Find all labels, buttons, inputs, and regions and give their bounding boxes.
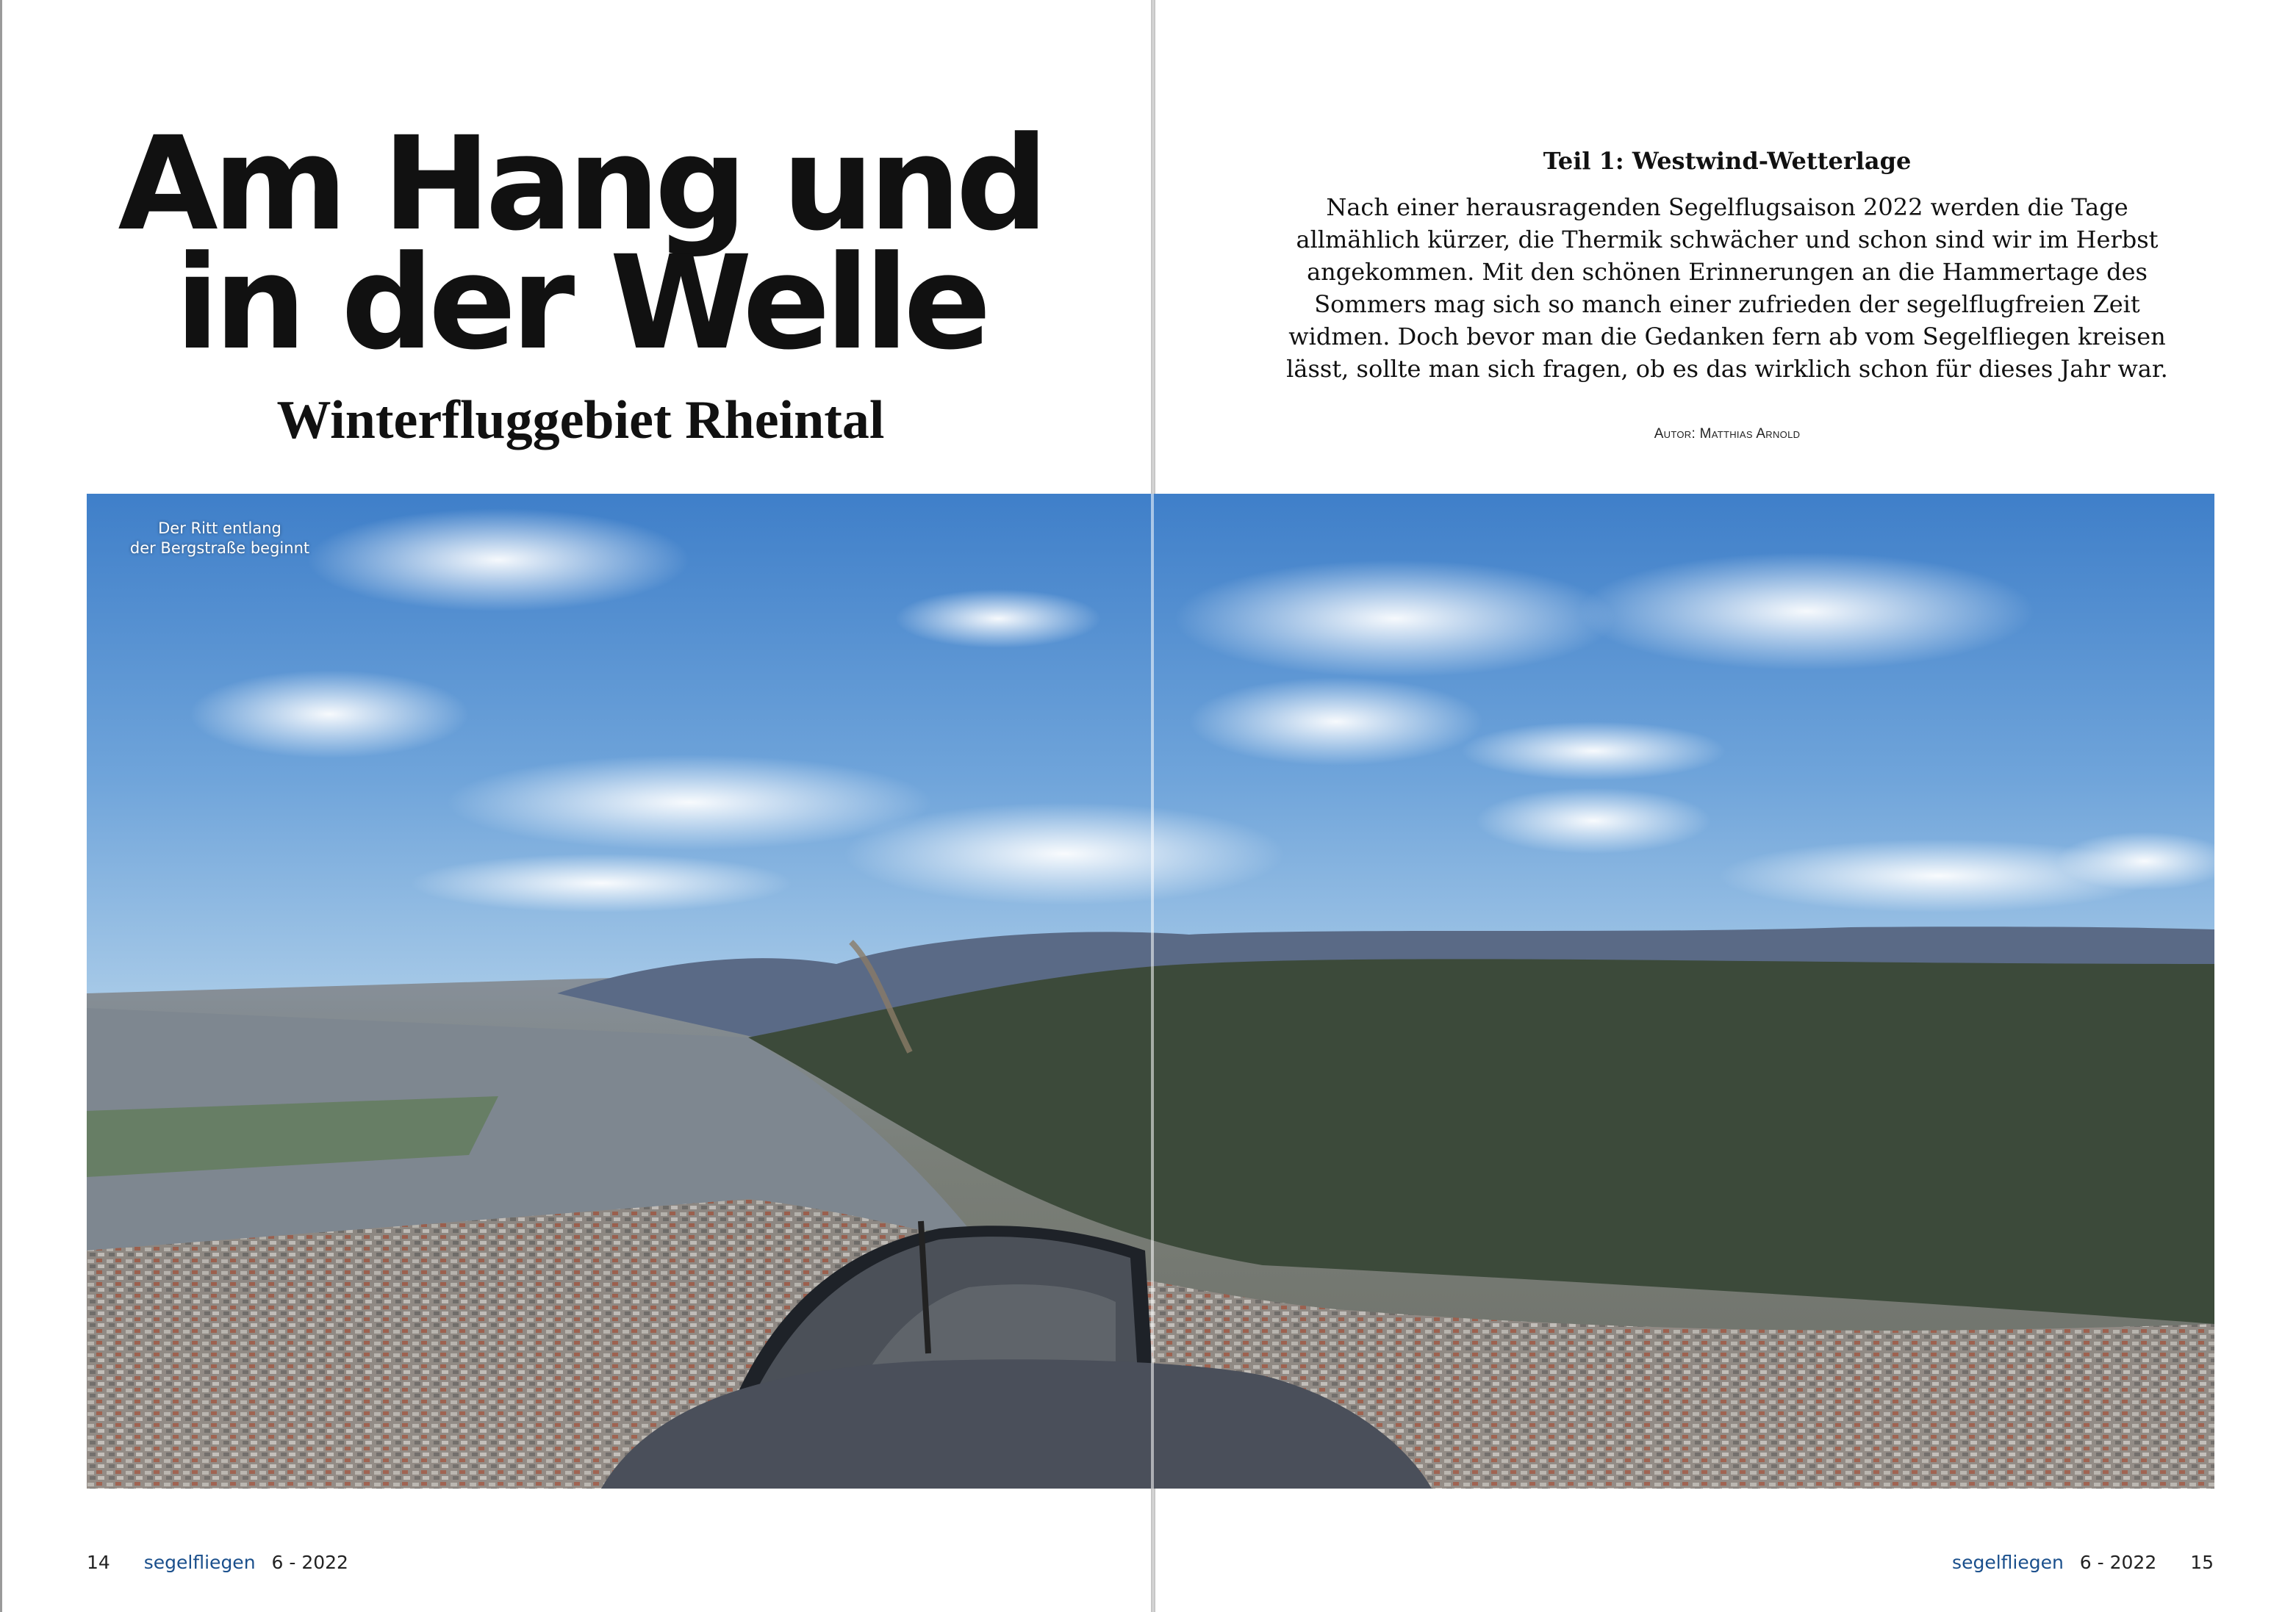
- magazine-name-right: segelfliegen: [1952, 1552, 2064, 1573]
- cockpit-landscape-photo: [87, 494, 2214, 1489]
- caption-line-1: Der Ritt entlang: [158, 519, 281, 537]
- article-subheadline: Winterfluggebiet Rheintal: [276, 390, 885, 450]
- headline-line-1: Am Hang und: [118, 109, 1044, 259]
- magazine-name-left: segelfliegen: [143, 1552, 256, 1573]
- intro-paragraph: Nach einer herausragenden Segelflugsaison 2022 werden die Tage allmählich kürzer, die Thermik schwächer und schon sind wir im Herbst angekommen. Mit den schönen Erinnerungen an die Hammertage des Sommers mag sich so manch einer zufrieden der segelflugfreien Zeit widmen. Doch bevor man die Gedanken fern ab vom Segelfliegen kreisen lässt, sollte man sich fragen, ob es das wirklich schon für dieses Jahr war.: [1286, 193, 2168, 383]
- caption-line-2: der Bergstraße beginnt: [129, 539, 310, 557]
- gutter-seam: [1151, 494, 1154, 1489]
- issue-right: 6 - 2022: [2079, 1552, 2157, 1573]
- footer-left: [87, 1552, 348, 1573]
- issue-left: 6 - 2022: [271, 1552, 348, 1573]
- page-number-left: 14: [87, 1552, 110, 1573]
- headline-line-2: in der Welle: [175, 228, 986, 378]
- photo-caption: [121, 519, 319, 558]
- page-number-right: 15: [2190, 1552, 2214, 1573]
- article-headline: [118, 109, 1044, 378]
- footer-right: [1952, 1552, 2214, 1573]
- author-credit: Autor: Matthias Arnold: [1654, 426, 1801, 442]
- section-title: Teil 1: Westwind-Wetterlage: [1543, 147, 1912, 175]
